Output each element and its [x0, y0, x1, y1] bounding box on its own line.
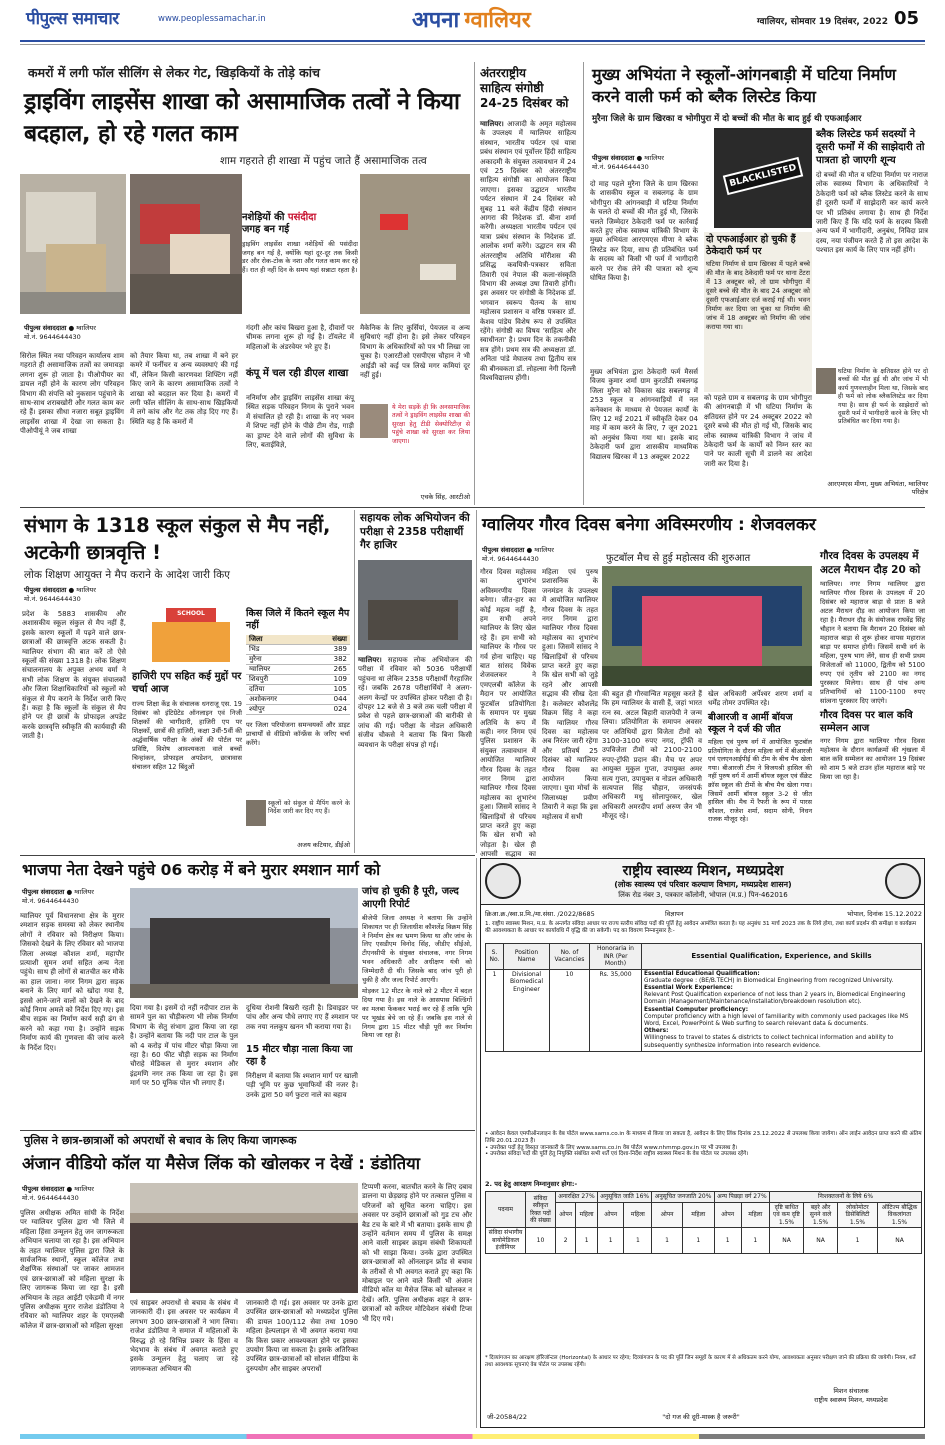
blacklist-sidebar-body: दो बच्चों की मौत व घटिया निर्माण पर नाराज लोक स्वास्थ्य विभाग के अधिकारियों ने ठेकेदारी फर्म को ब्लैक लिस्टेड करने के साथ ही दूसरी फर्मों में साझेदारी कर कार्य करने पर भी प्रतिबंध लगाया है। साथ ही निर्देश जारी किए हैं कि यदि फर्म के सदस्य किसी अन्य फर्म में भागीदारी, अनुबंध, निविदा प्रात्र दस्य, नया पंजीयन करते हैं तो इस आदेश के पश्चात इस कार्य के लिए पात्र नहीं होंगे।: [816, 171, 928, 255]
table-header-cell: महिला: [576, 1202, 598, 1228]
nasha-box-title: नशेड़ियों की पसंदीदा: [242, 212, 317, 223]
story-headline: ग्वालियर गौरव दिवस बनेगा अविस्मरणीय : शेजवलकर: [482, 515, 816, 535]
table-header-cell: अनुसूचित जाति 16%: [597, 1192, 652, 1203]
story-body-col: मुख्य अभियंता द्वारा ठेकेदारी फर्म मैसर्स विजय कुमार शर्मा ग्राम कुरठोंडी सबलगढ़ जिला मुरैना को विकास खंड सबलगढ़ में 253 स्कूल व आंगनवाड़ियों में नल कनेक्शन के माध्यम से पेयजल कार्यों के लिए 12 मई 2021 में स्वीकृति देकर 04 माह में काम करने के लिए, 7 जून 2021 को अनुबंध किया गया था। इसके बाद ठेकेदारी फर्म द्वारा शासकीय माध्यमिक विद्यालय खिरका में 13 अक्टूबर 2022: [590, 368, 698, 461]
district-table: [246, 635, 350, 715]
ad-ref: क्रिआ.क्र./स्वा.प्र.मि./मा.संसा. /2022/8685: [485, 910, 595, 918]
story-body-col: ग्वालियर पूर्व विधानसभा क्षेत्र के मुरार श्मशान सड़क समस्या को लेकर स्थानीय लोगों ने रविवार को निरीक्षण किया। जिसको देखने के लिए रविवार को भाजपा जिला अध्यक्ष कौशल शर्मा, महापौर प्रत्याशी सुमन शर्मा सहित अन्य नेता पहुंचे। साथ ही लोगों से बातचीत कर मौके का हाल जाना। नगर निगम द्वारा सड़क बनाने के लिए मार्ग को खोदा गया है, इससे आने-जाने वालों को देखने के बाद कोई निगम अमले को निर्देश दिए गए। इस बीच सड़क का निर्माण कार्य सही ढंग से करने को कहा गया है। उन्होंने सड़क निर्माण कार्य की गुणवत्ता की जांच करने के निर्देश दिए।: [20, 912, 124, 1052]
table-cell: 105: [311, 685, 350, 695]
seminar-photo: [130, 1183, 358, 1293]
story-body-col: निरीक्षण में बताया कि श्मशान मार्ग पर खाली पड़ी भूमि पर कुछ भूमाफियों की नजर है। उनके द्वारा 50 वर्ग फुटरा नाले का बहाव: [246, 1072, 358, 1099]
story-body-col: दो माह पहले मुरैना जिले के ग्राम खिरका के शासकीय स्कूल व सबलगढ़ के ग्राम भोगीपुरा की आंगनबाड़ी में घटिया निर्माण के चलते दो बच्चों की मौत हुई थी, जिसके चलते जिम्मेदार ठेकेदारी फर्म पर कार्रवाई करते हुए लोक स्वास्थ्य यांत्रिकी विभाग के मुख्य अभियंता आरएमएस मीणा ने ब्लैक लिस्टेड कर दिया, साथ ही प्रतिबंधित फर्म के सदस्य को किसी भी फर्म में भागीदारी करने पर रोक लेने की पात्रता को शून्य घोषित किया है।: [590, 180, 698, 283]
nasha-box-text: ड्राइविंग लाइसेंस शाखा नशेड़ियों की पसंदीदा जगह बन गई है, क्योंकि यहां दूर-दूर तक किसी डर और रोक-टोक के नशा और गलत काम कर रहे हैं। रात ही नहीं दिन के समय यहां सन्नाटा रहता है।: [242, 240, 358, 274]
story-credit: पीपुल्स संवाददाता ● ग्वालियर मो.नं. 9644644430: [482, 546, 554, 563]
table-header-cell: महिला: [624, 1202, 652, 1228]
ad-footnote: * दिव्यांगजन का आरक्षण हॉरिजॉन्टल (Horizontal) के आधार पर रहेगा; दिव्यांगजन के पद की पूर्ति जिन समूहों के कारण में से अधिकतम करने योग्य, आवश्यकता अनुसार परीक्षण जाने की प्रक्रिया की जायेगी। नियम, शर्तें तथा आवश्यक सूचनाएं वेब पोर्टल पर उपलब्ध रहेंगी।: [485, 1355, 916, 1368]
table-row: [246, 665, 350, 675]
hazri-box: [132, 670, 242, 853]
story-headline: ड्राइविंग लाइसेंस शाखा को असामाजिक तत्वों ने किया बदहाल, हो रहे गलत काम: [24, 89, 460, 147]
story-body-col: जानकारी दी गई। इस अवसर पर उनके द्वारा उपस्थित छात्र-छात्राओं को मध्यप्रदेश पुलिस की डायल 100/112 सेवा तथा 1090 महिला हेल्पलाइन से भी अवगत कराया गया कि किस प्रकार आवश्यकता होने पर इसका उपयोग किया जा सकता है। इसके अतिरिक्त उपस्थित छात्र-छात्राओं को सोशल मीडिया के दुरुपयोग और साइबर अपराधों: [246, 1299, 358, 1373]
table-header-cell: अन्य पिछड़ा वर्ग 27%: [714, 1192, 769, 1203]
section-title: [412, 4, 672, 36]
table-header-cell: ओपन: [597, 1202, 623, 1228]
story-exam: [358, 510, 472, 853]
story-body-col: टिप्पणी करना, बातचीत करने के लिए दबाव डालना या छेड़छाड़ होने पर तत्काल पुलिस व परिजनों को सूचित करना चाहिए। इस अवसर पर उन्होंने छात्राओं को गुड टच और बैड टच के बारे में भी बताया। इसके साथ ही उन्होंने वर्तमान समय में पुलिस के समक्ष आने वाली साइबर क्राइम संबंधी शिकायतों को भी साझा किया। उनके द्वारा उपस्थित छात्र-छात्राओं को ऑनलाइन फ्रॉड से बचाव के तरीकों से भी अवगत कराते हुए कहा कि मोबाइल पर आने वाले किसी भी अंजान वीडियो कॉल या मैसेज लिंक को खोलकर न देखें। अति. पुलिस अधीक्षक शहर ने छात्र-छात्राओं को करियर मोटिवेशन संबंधी टिप्स भी दिए गये।: [362, 1183, 472, 1323]
story-photo: [20, 174, 126, 314]
paper-name: पीपुल्स समाचार: [26, 9, 119, 29]
table-cell: NA: [878, 1228, 922, 1254]
story-kicker: कमरों में लगी फॉल सीलिंग से लेकर गेट, खिड़कियों के तोड़े कांच: [28, 65, 320, 80]
masthead-rule: [20, 40, 925, 42]
table-row: [246, 675, 350, 685]
officer-photo: [360, 404, 388, 438]
table-header-cell: Honoraria in INR (Per Month): [590, 944, 642, 970]
website-link[interactable]: www.peoplessamachar.in: [158, 14, 266, 24]
table-cell: 10: [526, 1228, 556, 1254]
table-cell: 109: [311, 675, 350, 685]
table-cell: 1: [576, 1228, 598, 1254]
story-subhead: फुटबॉल मैच से हुई महोत्सव की शुरुआत: [606, 553, 751, 564]
column-divider: [354, 510, 355, 853]
page-number: 05: [894, 8, 920, 29]
story-subhead: शाम गहराते ही शाखा में पहुंच जाते हैं असामाजिक तत्व: [220, 155, 427, 167]
inquiry-box-body-2: मोड़कर 12 मीटर के नाले को 2 मीटर में बदल दिया गया है। इस नाले के आसपास बिल्डिंगों का मलबा फेंककर भराई कर रहे हैं ताकि भूमि पर भूखंड बेचे जा रहे हैं। जबकि इस नाले से निगम द्वारा 15 मीटर चौड़ी पूरी कर निर्माण किया जा रहा है।: [362, 987, 472, 1040]
story-headline: अंतरराष्ट्रीय साहित्य संगोष्ठी 24-25 दिसंबर को: [480, 66, 569, 110]
officer-quote-by: एचके सिंह, आरटीओ: [420, 493, 470, 501]
story-photo: [360, 174, 470, 314]
table-row: [246, 685, 350, 695]
table-row: [246, 635, 350, 645]
ad-code: जी-20584/22: [487, 1413, 527, 1421]
table-header-cell: ओपन: [556, 1202, 576, 1228]
kavi-body: नगर निगम द्वारा ग्वालियर गौरव दिवस महोत्सव के दौरान कार्यक्रमों की शृंखला में बाल कवि सम्मेलन का आयोजन 19 दिसंबर को शाम 5 बजे टाउन हॉल महाराज बाड़े पर किया जा रहा है।: [820, 737, 925, 781]
inquiry-box-title: जांच हो चुकी है पूरी, जल्द आएगी रिपोर्ट: [362, 886, 459, 910]
ad-slogan: "दो गज की दूरी-मास्क है जरूरी": [662, 1413, 740, 1421]
table-cell: NA: [804, 1228, 838, 1254]
school-illustration: [142, 608, 240, 664]
table-row: [486, 1192, 922, 1203]
reservation-table: [485, 1191, 922, 1254]
table-cell: 1: [741, 1228, 769, 1254]
table-cell: 2: [556, 1228, 576, 1254]
school-building: [152, 622, 230, 662]
leaders-photo: [130, 888, 358, 998]
story-headline: भाजपा नेता देखने पहुंचे 06 करोड़ में बने मुरार श्मशान मार्ग को: [22, 861, 381, 879]
table-cell: भिंड: [246, 645, 311, 655]
column-divider: [476, 858, 477, 1428]
story-blacklist: [588, 62, 928, 505]
table-note: पर जिला परियोजना समन्वयकों और डाइट प्राचार्यों से वीडियो कॉन्फ्रेंस के जरिए चर्चा करेंगे।: [246, 721, 350, 747]
story-body-col: सिरोल स्थित नया परिवहन कार्यालय शाम गहराते ही असामाजिक तत्वों का जमावड़ा लगना शुरू हो जाता है। पीओपीयर का डायल नहीं होने के कारण लोग परिवहन विभाग की संपत्ति को नुकसान पहुंचाने के साथ-साथ शराबखोरी और गलत काम कर रहे हैं। इसका सीधा नजारा सबूत ड्राइविंग लाइसेंस शाखा में देखा जा सकता है। पीओपीयूं ने जब शाखा: [20, 352, 124, 436]
story-body-col: की बहुत ही गौरवान्वित महसूस करते हैं कि हम ग्वालियर के वासी हैं, जहां भारत रत्न स्व. अटल बिहारी वाजपेयी ने जन्म लिया। प्रतियोगिता के समापन अवसर पर अतिथियों द्वारा विजेता टीमों को 3100-3100 रुपए नगद, ट्रॉफी व उपविजेता टीमों को 2100-2100 रुपए-ट्रॉफी प्रदान की। मैच पर अपर आयुक्त मुकुल गुप्ता, उपायुक्त अमर सत्य गुप्ता, उपायुक्त व नोडल अधिकारी सत्यपाल सिंह चौहान, जनसंपर्क अधिकारी मधु सोलापुरकर, खेल अधिकारी अमरदीप शर्मा अरुण जैन भी मौजूद रहे।: [602, 690, 702, 821]
table-cell: संविदा संभागीय बायोमेडिकल इंजीनियर: [486, 1228, 526, 1254]
blacklisted-graphic: [714, 128, 812, 228]
ad-address: लिंक रोड नंबर 3, पत्रकार कॉलोनी, भोपाल (म.प्र.) पिन-462016: [618, 891, 788, 899]
position-table: [485, 943, 922, 1052]
officer-quote-text: ये मेरा सड़कें ही कि अनसामाजिक तत्वों ने ड्राइविंग लाइसेंस शाखा की सुरक्षा हेतु टीडी सेक्योरिटीज़ से पहुंचे शाखा को सुरक्षा कर लिया जाएगा।: [392, 404, 470, 445]
fir-box: [704, 232, 812, 392]
nasha-box: [242, 212, 358, 312]
ad-note: • आवेदन केवल एमपीऑनलाइन के वेब पोर्टल www.sams.co.in के माध्यम से किया जा सकता है, आवेदन के लिए लिंक दिनांक 23.12.2022 से उपलब्ध किया जायेगा। ऑन लाईन आवेदन प्राप्त करने की अंतिम तिथि 20.01.2023 है।: [485, 1131, 922, 1144]
match-result-box: [708, 712, 812, 853]
mp-emblem: [885, 863, 921, 899]
nhm-advertisement: [480, 858, 925, 1428]
hazri-box-title: हाजिरी एप सहित कई मुद्दों पर चर्चा आज: [132, 671, 242, 695]
story-col-title: कंपू में चल रही डीएल शाखा: [246, 368, 349, 379]
story-body-col: गंदगी और कांच बिखरा हुआ है, दीवारों पर चीमक लगना शुरू हो गई है। टॉयलेट में महिलाओं के अंडरवेयर भरे हुए हैं।: [246, 324, 354, 351]
story-body-col: प्रदेश के 5883 शासकीय और अशासकीय स्कूल संकुल से मैप नहीं हैं, इसके कारण स्कूलों में पढ़ने वाले छात्र-छात्राओं की छात्रवृत्ति अटक सकती है। ग्वालियर संभाग की बात करें तो ऐसे स्कूलों की संख्या 1318 है। लोक शिक्षण संचालनालय के अपुक्त अभय वर्मा ने सभी लोक शिक्षण के संयुक्त संचालकों और जिला शिक्षाधिकारियों को स्कूलों को संकुल से मैप कराने के निर्देश जारी किए हैं। कहा है कि स्कूलों के संकुल से मैप होने पर ही छात्रों के प्रोफाइल अपडेट करके छात्रवृत्ति स्वीकृति की कार्यवाही की जाती है।: [22, 610, 126, 741]
story-credit: पीपुल्स संवाददाता ● ग्वालियर मो.नं. 9644644430: [24, 586, 96, 603]
table-header-cell: बहरे और सुनने वाले 1.5%: [804, 1202, 838, 1228]
story-subhead: लोक शिक्षण आयुक्त ने मैप कराने के आदेश जारी किए: [24, 569, 230, 581]
football-photo: [602, 566, 812, 686]
blacklist-sidebar-title: ब्लैक लिस्टेड फर्म सदस्यों ने दूसरी फर्मों में की साझेदारी तो पात्रता हो जाएगी शून्य: [816, 129, 925, 166]
table-cell: श्योपुर: [246, 705, 311, 715]
story-body-col: एवं साइबर अपराधों से बचाव के संबंध में जानकारी दी। इस अवसर पर कार्यक्रम में लगभग 300 छात्र-छात्राओं ने भाग लिया। राजेश डंडोतिया ने समाज में महिलाओं के विरुद्ध हो रहे विभिन्न प्रकार के हिंसा व भेदभाव के संबंध में अवगत कराते हुए इसके उन्मूलन हेतु चलाए जा रहे जागरूकता अभियान की: [130, 1299, 238, 1373]
table-header-cell: Position Name: [504, 944, 550, 970]
deo-quote-by: अजय कटियार, डीईओ: [297, 841, 350, 849]
section-rule: [20, 507, 925, 508]
story-col-title: 15 मीटर चौड़ा नाला किया जा रहा है: [246, 1044, 353, 1067]
deo-quote-text: स्कूलों को संकुल से मैपिंग करने के निर्देश जारी कर दिए गए हैं।: [268, 800, 350, 816]
table-cell: 044: [311, 695, 350, 705]
match-result-body: महिला एवं पुरुष वर्ग में आयोजित फुटबॉल प्रतियोगिता के दौरान महिला वर्ग में बीआरजी एवं एलएनआईपीई की टीम के बीच मैच खेला गया। बीआरजी टीम ने विजयश्री हासिल की नहीं पुरुष वर्ग में आर्मी बॉयज स्कूल एवं सैंक्रेट क्रॉस स्कूल की टीमों के बीच मैच खेला गया। जिसमें आर्मी बॉयज स्कूल 3-2 से जीत हासिल की। मैच में रैफरी के रूप में पारस कौशल, राजेश शर्मा, सदाम सोनी, निधन राजक मौजूद रहे।: [708, 738, 812, 824]
table-cell: 1: [624, 1228, 652, 1254]
story-credit: पीपुल्स संवाददाता ● ग्वालियर मो.नं. 9644644430: [22, 888, 94, 905]
deo-quote: [246, 800, 350, 853]
table-row: [246, 655, 350, 665]
table-header-cell: पदनाम: [486, 1192, 526, 1228]
district-table-box: [246, 608, 350, 853]
table-header-cell: संविदा स्वीकृत रिक्त पदों की संख्या: [526, 1192, 556, 1228]
story-subhead: मुरैना जिले के ग्राम खिरका व भोगीपुरा में दो बच्चों की मौत के बाद हुई थी एफआईआर: [592, 114, 862, 124]
story-body-col: ग्वालियर। आजादी के अमृत महोत्सव के उपलक्ष्य में ग्वालियर साहित्य संस्थान, भारतीय पर्यटन एवं यात्रा प्रबंध संस्थान एवं पूर्वोत्तर हिंदी साहित्य अकादमी के संयुक्त तत्वावधान में 24 एवं 25 दिसंबर को अंतरराष्ट्रीय साहित्य संगोष्ठी का आयोजन किया जाएगा। इसका उद्घाटन भारतीय पर्यटन संस्थान में 24 दिसंबर को सुबह 11 बजे केंद्रीय हिंदी संस्थान आगरा की निदेशक डॉ. बीना शर्मा करेंगी। अध्यक्षता भारतीय पर्यटन एवं यात्रा प्रबंध संस्थान के निदेशक डॉ. आलोक शर्मा करेंगे। उद्घाटन सत्र की अंतरराष्ट्रीय अतिथि मॉरीशस की प्रसिद्ध कवयित्री-पत्रकार सविता तिवारी एवं नेपाल की कला-संस्कृति विभाग की अध्यक्ष उषा तिवारी होंगी। इस अवसर पर संगोष्ठी के निदेशक डॉ. भगवान स्वरूप चैतन्य के साथ महोत्सव प्रशासन व वरिष्ठ पत्रकार डॉ. केशव पांडेय विशेष रूप से उपस्थित रहेंगे। संगोष्ठी का विषय 'साहित्य और स्वाधीनता' है। प्रथम दिन के तकनीकी सत्र होंगे। प्रथम सत्र की अध्यक्षता डॉ. अनिता पांडे मेघालय तथा द्वितीय सत्र की बीनवकता डॉ. लोहल्सा नेगी दिल्ली विश्वविद्यालय होंगी।: [480, 120, 576, 382]
section-rule: [20, 855, 475, 856]
ad-ref-line: [485, 909, 922, 919]
story-body-col: को तैयार किया था, तब शाखा में बने हर कमरे में फर्नीचर व अन्य व्यवस्थाएं की गई थीं, लेकिन किसी कारणवश शिफ्टिंग नहीं किए जाने के कारण असामाजिक तत्वों ने शाखा को बदहाल कर दिया है। कमरों में लगी फॉल सीलिंग के साथ-साथ खिड़कियों में लगे कांच और गेट तक तोड़ दिए गए हैं। स्थिति यह है कि कमरों में: [130, 352, 238, 426]
table-row: [486, 944, 922, 970]
table-cell: 1: [597, 1228, 623, 1254]
story-body-col: खेल अधिकारी अर्पेश्वर शरण शर्मा व धर्मेंद्र तोमर उपस्थित रहे।: [708, 690, 812, 708]
story-body-col: पुलिस अधीक्षक अमित सांघी के निर्देश पर ग्वालियर पुलिस द्वारा भी जिले में महिला हिंसा उन्मूलन हेतु जन जागरूकता अभियान चलाया जा रहा है। इस अभियान के तहत ग्वालियर पुलिस द्वारा जिले के सार्वजनिक स्थानों, स्कूल कॉलेज तथा शैक्षणिक संस्थाओं पर जाकर आमजन एवं छात्र-छात्राओं को महिला सुरक्षा के लिए जागरूक किया जा रहा है। इसी अभियान के तहत आईटी एकेडमी में नगर पुलिस अधीक्षक मुरार राजेश डंडोतिया ने रविवार को ग्वालियर शहर के एमएलबी कॉलेज में छात्र-छात्राओं को महिला सुरक्षा: [20, 1209, 124, 1330]
story-photo: [130, 174, 242, 314]
marathon-sidebar: [820, 550, 925, 853]
ad-subtitle: (लोक स्वास्थ्य एवं परिवार कल्याण विभाग, मध्यप्रदेश शासन): [614, 880, 792, 889]
table-cell: 265: [311, 665, 350, 675]
exam-photo: [358, 560, 472, 650]
story-headline: मुख्य अभियंता ने स्कूलों-आंगनबाड़ी में घटिया निर्माण करने वाली फर्म को ब्लैक लिस्टेड किया: [592, 65, 896, 106]
match-result-title: बीआरजी व आर्मी बॉयज स्कूल ने दर्ज की जीत: [708, 712, 793, 735]
story-body-col: मैकेनिक के लिए कुर्सियां, पेयजल व अन्य सुविधाएं नहीं होना है। इसे लेकर परिवहन विभाग के अधिकारियों को पत्र भी लिखा जा चुका है। एआरटीओ एसपीएस चौहान ने भी आईडी को कई पत्र लिखे मगर कमियां दूर नहीं हुई।: [360, 324, 470, 380]
story-credit: पीपुल्स संवाददाता ● ग्वालियर मो.नं. 9644644430: [592, 154, 664, 171]
table-header-cell: ओपन: [714, 1202, 741, 1228]
table-cell: मुरैना: [246, 655, 311, 665]
kavi-title: गौरव दिवस पर बाल कवि सम्मेलन आज: [820, 710, 913, 734]
engineer-note-text: घटिया निर्माण के क्षतिग्रस्त होने पर दो बच्चों की मौत हुई थी और जांच में भी कार्य गुणवत्ताहीन मिला था, जिसके बाद ही फर्म को लोक ब्लैकलिस्टेड कर दिया गया है। साथ ही फर्म के साझेदारों को दूसरी फर्म में भागीदारी करने के लिए भी प्रतिबंधित कर दिया गया है।: [838, 368, 928, 426]
table-header-cell: लोकोमोटर डिसेबिलिटी 1.5%: [838, 1202, 878, 1228]
officer-quote: [360, 404, 470, 504]
table-cell: 024: [311, 705, 350, 715]
table-header-cell: जिला: [246, 635, 311, 645]
story-body-col: दूधिया रोशनी बिखरी रहती है। डिवाइडर पर पांच और अन्य पौधे लगाए गए हैं श्मशान पर तक नया नलकूप खनन भी कराया गया है।: [246, 1004, 358, 1031]
table-row: [486, 1228, 922, 1254]
story-body-col: दिया गया है। इसमें दो नहीं नदीपार टाल के सामने पुल का चौड़ीकरण भी लोक निर्माण विभाग के सेतु संभाग द्वारा किया जा रहा है। उन्होंने बताया कि नदी पार टाल के पुल को 4 करोड़ में पांच मीटर चौड़ा किया जा रहा है। 60 फीट चौड़ी सड़क का निर्माण चौराहे मेडिकल से मुरार श्मशान और इंद्रमणि नगर तक किया जा रहा है। इस मार्ग पर 50 यूनिक पोल भी लगाए हैं।: [130, 1004, 238, 1088]
nhm-logo: [485, 863, 521, 899]
table-header-cell: ऑटिज्म बौद्धिक विकलांगता 1.5%: [878, 1202, 922, 1228]
column-divider: [476, 510, 477, 853]
inquiry-box: [362, 886, 472, 1128]
table-cell: अशोकनगर: [246, 695, 311, 705]
print-color-bar: [20, 1434, 925, 1439]
section-title-a: अपना: [412, 8, 460, 33]
table-cell: दतिया: [246, 685, 311, 695]
masthead: [0, 0, 945, 58]
inquiry-box-body: बीजेपी जिला अध्यक्ष ने बताया कि उन्होंने शिकायत पर ही जिलाधीश कौशलेंद्र विक्रम सिंह ने निर्माण क्षेत्र का भ्रमण किया था और जांच के लिए एसडीएम विनोद सिंह, जीडीए सीईओ, टीएनसीपी के संयुक्त संचालक, नगर निगम भवन अधिकारी और अधीक्षण यंत्री को जिम्मेदारी दी थी। जिसके बाद जांच पूरी हो चुकी है और जल्द रिपोर्ट आएगी।: [362, 914, 472, 984]
ad-signature: मिशन संचालक राष्ट्रीय स्वास्थ्य मिशन, मध्यप्रदेश: [814, 1387, 888, 1404]
fir-box-title: दो एफआईआर हो चुकी हैं ठेकेदारी फर्म पर: [706, 234, 796, 257]
table-header-cell: Essential Qualification, Experience, and Skills: [642, 944, 922, 970]
story-school-sankul: [20, 510, 350, 853]
ad-intro: 1. राष्ट्रीय स्वास्थ्य मिशन, म.प्र. के अन्तर्गत संविदा आधार पर राज्य स्तरीय संविदा पदों की पूर्ति हेतु आवेदन आमंत्रित करता है। यह अनुबंध 31 मार्च 2023 तक के लिये होगा, तथा कार्य प्रदर्शन की समीक्षा व कार्यक्रम की आवश्यकता के आधार पर कार्यावधि में वृद्धि की जा सकेगी। पद का विवरण निम्नानुसार है:-: [485, 921, 917, 934]
story-body-col: को पहले ग्राम व सबलगढ़ के ग्राम भोगीपुरा की आंगनबाड़ी में भी घटिया निर्माण के क्षतिग्रस्त होने पर 24 अक्टूबर 2022 को दूसरे बच्चे की मौत हो गई थी, जिसके बाद लोक स्वास्थ्य यांत्रिकी विभाग ने जांच में ठेकेदारी फर्म के कार्यों को निम्न स्तर का पाने पर काली सूची में डालने का आदेश जारी कर दिया है।: [704, 394, 812, 468]
marathon-title: गौरव दिवस के उपलक्ष्य में अटल मैराथन दौड़ 20 को: [820, 550, 921, 576]
table-cell: 10: [550, 969, 590, 1051]
table-header-cell: ओपन: [652, 1202, 682, 1228]
nasha-box-title-2: जगह बन गई: [242, 224, 290, 235]
table-cell: NA: [770, 1228, 804, 1254]
story-sahitya: [478, 62, 578, 505]
marathon-body: ग्वालियर। नगर निगम ग्वालियर द्वारा ग्वालियर गौरव दिवस के उपलक्ष्य में 20 दिसंबर को महाराज बाड़ा से प्रातः 8 बजे अटल मैराथन दौड़ का आयोजन किया जा रहा है। मैराथन दौड़ के संयोजक राघवेंद्र सिंह चौहान ने बताया कि मैराथन 20 दिसंबर को महाराज बाड़ा से शुरू होकर वापस महाराज बाड़ा पर समाप्त होगी। जिसमें सभी वर्ग के महिला, पुरुष भाग लेंगे, साथ ही सभी प्रथम विजेताओं को 11000, द्वितीय को 5100 रुपए एवं तृतीय को 2100 का नगद पुरस्कार मिलेगा। साथ ही पांच अन्य प्रतिभागियों को 1100-1100 रुपए सांत्वना पुरस्कार दिए जाएंगे।: [820, 580, 925, 705]
column-divider: [583, 62, 584, 505]
table-header-cell: अनारक्षित 27%: [556, 1192, 598, 1203]
hazri-box-body: राज्य शिक्षा केंद्र के संचालक धनराजू एस. 19 दिसंबर को इंटिग्रेटेड ऑनलाइन एवं निजी शिक्षकों की भागीदारी, हाजिरी एप पर शिक्षकों, छात्रों की हाजिरी, कक्षा 3वीं-5वीं की अर्द्धवार्षिक परीक्षा के अंकों की पोर्टल पर प्रविष्टि, विशेष आवश्यकता वाले बच्चों चिन्हांकन, प्रोफाइल अपडेशन, छात्रावास संचालन सहित 12 बिंदुओं: [132, 700, 242, 771]
story-body-col: महिला एवं पुरुष प्रशासनिक के जनमंडन के उपलक्ष्य में आयोजित ग्वालियर गौरव दिवस के तहत नगर निगम द्वारा ग्वालियर गौरव दिवस महोत्सव का शुभारंभ हुआ। जिसमें सांसद ने खिलाड़ियों से परिचय प्राप्त करते हुए कहा कि खेल सभी को जुड़े रहने और आपसी सद्भाव की सीख देता है। कलेक्टर कौशलेंद्र विक्रम सिंह ने कहा कि ग्वालियर गौरव दिवस का महोत्सव अब निरंतर जारी रहेगा और प्रतिवर्ष 25 दिसंबर को ग्वालियर गौरव दिवस का आयोजन किया जाएगा। युवा मोर्चा के जिलाध्यक्ष प्रवीण तिवारी ने कहा कि इस महोत्सव में सभी: [542, 568, 598, 821]
table-header-cell: संख्या: [311, 635, 350, 645]
deo-photo: [246, 800, 266, 826]
table-cell: 1: [714, 1228, 741, 1254]
table-cell: 1: [652, 1228, 682, 1254]
table-cell: 1: [486, 969, 504, 1051]
story-kicker: पुलिस ने छात्र-छात्राओं को अपराधों से बचाव के लिए किया जागरूक: [24, 1134, 297, 1147]
engineer-note-by: आरएमएस मीणा, मुख्य अभियंता, ग्वालियर परिक्षेत्र: [827, 480, 928, 496]
table-cell: 389: [311, 645, 350, 655]
story-credit: पीपुल्स संवाददाता ● ग्वालियर मो.नं. 9644644430: [22, 1185, 94, 1202]
table-cell: शिवपुरी: [246, 675, 311, 685]
school-label: SCHOOL: [177, 610, 205, 617]
blacklisted-badge: BLACKLISTED: [723, 157, 804, 195]
ad-header: [481, 859, 924, 905]
table-header-cell: अनुसूचित जनजाति 20%: [652, 1192, 714, 1203]
table-header-cell: निःशक्तजनों के लिये 6%: [770, 1192, 922, 1203]
table-row: [246, 695, 350, 705]
story-headline: सहायक लोक अभियोजन की परीक्षा से 2358 परीक्षार्थी गैर हाजिर: [360, 512, 470, 551]
story-body-col: ननिर्माण और ड्राइविंग लाइसेंस शाखा कंपू स्थित सड़क परिवहन निगम के पुराने भवन में संचालित हो रही है। शाखा के नए भवन में शिफ्ट नहीं होने के पीछे टीम रोड, गाड़ी का ड्राफ्ट देने वाले लोगों की सुविधा के लिए, बताईविज्ञे,: [246, 394, 354, 450]
story-driving-licence: [20, 62, 470, 505]
dateline: ग्वालियर, सोमवार 19 दिसंबर, 2022: [757, 17, 888, 27]
section-rule: [20, 1130, 475, 1131]
engineer-photo: [816, 368, 836, 394]
story-shamshan-marg: [20, 858, 472, 1128]
table-header-cell: महिला: [682, 1202, 714, 1228]
table-cell: Divisional Biomedical Engineer: [504, 969, 550, 1051]
ad-note: • उपरोक्त संविदा पदों की पूर्ति हेतु नियुक्ति संबंधित सभी शर्तें एवं दिशा-निर्देश राष्ट्रीय स्वास्थ्य मिशन के वेब पोर्टल पर उपलब्ध रहेंगे।: [485, 1151, 749, 1158]
story-body-col: ग्वालियर। सहायक लोक अभियोजन की परीक्षा में रविवार को 5036 परीक्षार्थी पहुंचना था लेकिन 2358 परीक्षार्थी गैरहाजिर रहे। जबकि 2678 परीक्षार्थियों ने अलग-अलग केन्द्रों पर उपस्थित होकर परीक्षा दी है। दोपहर 12 बजे से 3 बजे तक चली परीक्षा में प्रवेश से पहले छात्र-छात्राओं की बारीकी से जांच की गई। परीक्षा के नोडल अधिकारी संजीव चौकसे ने बताया कि बिना किसी व्यवधान के परीक्षा संपन्न हो गई।: [358, 656, 473, 749]
section-title-b: ग्वालियर: [464, 8, 531, 33]
story-police-awareness: [20, 1133, 472, 1428]
story-headline: अंजान वीडियो कॉल या मैसेज लिंक को खोलकर न देखें : डंडोतिया: [22, 1154, 421, 1173]
story-headline: संभाग के 1318 स्कूल संकुल से मैप नहीं, अटकेगी छात्रवृत्ति !: [24, 514, 331, 564]
fir-box-body: घटिया निर्माण से ग्राम खिरका में पहले बच्चे की मौत के बाद ठेकेदारी फर्म पर थाना टेंटरा में 13 अक्टूबर को, तो ग्राम भोगीपुरा में दूसरे बच्चे की मौत के बाद 24 अक्टूबर को दूसरी एफआईआर दर्ज कराई गई थी। भवन निर्माण कर दिया जा चुका था निर्माण की जांच में 18 अक्टूबर को निर्माण की जांच कराया गया था।: [706, 260, 810, 331]
table-row: [246, 705, 350, 715]
table-header-cell: महिला: [741, 1202, 769, 1228]
column-divider: [474, 62, 475, 505]
table-row: [246, 645, 350, 655]
paper-logo: [26, 6, 154, 32]
ad-note: • उपरोक्त पदों हेतु विस्तृत जानकारी के लिए www.sams.co.in वेब पोर्टल www.nhmmp.gov.in पर भी उपलब्ध है।: [485, 1144, 738, 1151]
table-cell: ग्वालियर: [246, 665, 311, 675]
story-credit: पीपुल्स संवाददाता ● ग्वालियर मो.नं. 9644644430: [24, 324, 96, 341]
ad-ref-date: भोपाल, दिनांक 15.12.2022: [847, 910, 922, 918]
table-cell: 382: [311, 655, 350, 665]
qualification-cell: Essential Educational Qualification: Graduate degree : (BE/B.TECH) in Biomedical Engineering from recognized University. Essential Work Experience: Relevant Post Qualification experience of not less than 2 years in, Biomedical Engineering Domain (Management/Maintenance/installation/breakdown resolution etc). Essential Computer proficiency: Computer proficiency with a high level of familiarity with commonly used packages like MS Word, Excel, PowerPoint & Web surfing to search relevant data & documents. Others: Willingness to travel to states & districts to collect technical information and ability to subsequently synthesize information into research evidence.: [642, 969, 922, 1051]
table-row: [486, 969, 922, 1051]
reservation-title: 2. पद हेतु आरक्षण निम्नानुसार होगा:-: [485, 1180, 578, 1188]
story-gaurav-divas: [480, 510, 925, 859]
ad-title: राष्ट्रीय स्वास्थ्य मिशन, मध्यप्रदेश: [622, 863, 784, 879]
ad-ref-mid: विज्ञापन: [665, 910, 684, 918]
table-header-cell: No. of Vacancies: [550, 944, 590, 970]
ad-notes: [485, 1131, 922, 1177]
table-header-cell: दृष्टि बाधित एवं कम दृष्टि 1.5%: [770, 1202, 804, 1228]
district-table-title: किस जिले में कितने स्कूल मैप नहीं: [246, 608, 350, 631]
table-cell: Rs. 35,000: [590, 969, 642, 1051]
masthead-rule-thin: [20, 44, 925, 45]
table-cell: 1: [682, 1228, 714, 1254]
engineer-note: [816, 368, 928, 504]
story-body-col: गौरव दिवस महोत्सव का शुभारंभ अविस्मरणीय दिवस बनेगा। जीत-हार का कोई महत्व नहीं है, हम सभी अपने ग्वालियर के लिए खेल रहे हैं। हम सभी को ग्वालियर के गौरव पर गर्व होना चाहिए। यह बात सांसद विवेक शेजवलकर ने एमएलबी कॉलेज के मैदान पर आयोजित फुटबॉल प्रतियोगिता के समापन पर मुख्य अतिथि के रूप में कही। नगर निगम एवं पुलिस प्रशासन के संयुक्त तत्वावधान में आयोजित ग्वालियर गौरव दिवस के तहत नगर निगम द्वारा ग्वालियर गौरव दिवस महोत्सव का शुभारंभ हुआ। जिसमें सांसद ने खिलाड़ियों से परिचय प्राप्त करते हुए कहा कि खेल सभी को जोड़ता है। खेल ही आपसी सद्भाव का: [480, 568, 536, 859]
table-header-cell: S. No.: [486, 944, 504, 970]
table-cell: 1: [838, 1228, 878, 1254]
